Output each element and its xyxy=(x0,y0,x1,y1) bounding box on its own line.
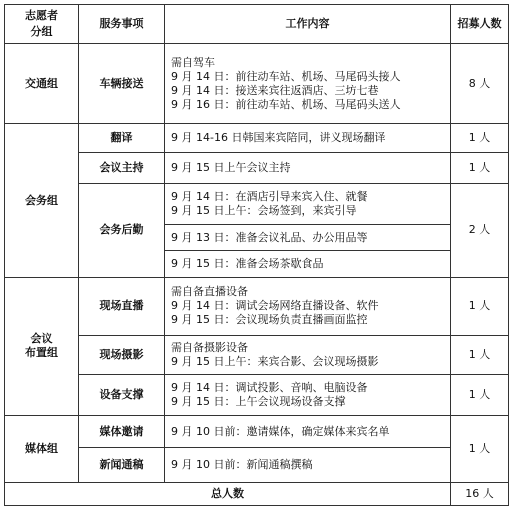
group-conference: 会务组 xyxy=(5,124,79,278)
service-host: 会议主持 xyxy=(79,152,165,183)
header-row xyxy=(5,5,509,44)
service-equipment: 设备支撑 xyxy=(79,374,165,415)
work-line: 9 月 14 日：接送来宾往返酒店、三坊七巷 xyxy=(171,83,379,97)
header-group xyxy=(5,5,79,44)
work-logistics-1 xyxy=(165,183,451,224)
work-translate: 9 月 14-16 日韩国来宾陪同，讲义现场翻译 xyxy=(165,124,451,153)
group-venue-line2: 布置组 xyxy=(25,346,58,360)
service-news: 新闻通稿 xyxy=(79,448,165,483)
header-work: 工作内容 xyxy=(165,5,451,44)
work-logistics-3: 9 月 15 日：准备会场茶歇食品 xyxy=(165,251,451,278)
work-line: 9 月 14 日：调试会场网络直播设备、软件 xyxy=(171,299,379,313)
work-photo xyxy=(165,335,451,374)
header-count: 招募人数 xyxy=(451,5,509,44)
work-equipment xyxy=(165,374,451,415)
total-label: 总人数 xyxy=(5,483,451,506)
header-service: 服务事项 xyxy=(79,5,165,44)
work-line: 9 月 15 日上午：来宾合影、会议现场摄影 xyxy=(171,354,379,368)
work-line: 需自备直播设备 xyxy=(171,285,248,299)
traffic-row xyxy=(5,44,509,124)
group-venue-line1: 会议 xyxy=(30,332,53,346)
group-media: 媒体组 xyxy=(5,415,79,483)
count-vehicle-transfer: 8 人 xyxy=(451,44,509,124)
work-line: 9 月 15 日：会议现场负责直播画面监控 xyxy=(171,313,368,327)
photo-row xyxy=(5,335,509,374)
work-line: 9 月 15 日：上午会议现场设备支撑 xyxy=(171,394,346,408)
count-logistics: 2 人 xyxy=(451,183,509,277)
translate-row xyxy=(5,124,509,153)
service-vehicle-transfer: 车辆接送 xyxy=(79,44,165,124)
equipment-row xyxy=(5,374,509,415)
live-row xyxy=(5,278,509,335)
total-row xyxy=(5,483,509,506)
total-count: 16 人 xyxy=(451,483,509,506)
service-logistics: 会务后勤 xyxy=(79,183,165,277)
work-logistics-2: 9 月 13 日：准备会议礼品、办公用品等 xyxy=(165,224,451,251)
host-row xyxy=(5,152,509,183)
media-news-row xyxy=(5,448,509,483)
work-line: 9 月 14 日：在酒店引导来宾入住、就餐 xyxy=(171,189,368,203)
work-live xyxy=(165,278,451,335)
service-photo: 现场摄影 xyxy=(79,335,165,374)
service-media-invite: 媒体邀请 xyxy=(79,415,165,448)
count-photo: 1 人 xyxy=(451,335,509,374)
count-host: 1 人 xyxy=(451,152,509,183)
work-line: 9 月 15 日上午：会场签到，来宾引导 xyxy=(171,203,357,217)
work-host: 9 月 15 日上午会议主持 xyxy=(165,152,451,183)
media-invite-row xyxy=(5,415,509,448)
work-line: 9 月 14 日：前往动车站、机场、马尾码头接人 xyxy=(171,69,401,83)
header-group-text: 志愿者分组 xyxy=(25,9,58,38)
count-live: 1 人 xyxy=(451,278,509,335)
work-media-invite: 9 月 10 日前：邀请媒体，确定媒体来宾名单 xyxy=(165,415,451,448)
service-translate: 翻译 xyxy=(79,124,165,153)
work-line: 需自驾车 xyxy=(171,55,215,69)
work-vehicle-transfer xyxy=(165,44,451,124)
volunteer-table xyxy=(4,4,509,506)
count-translate: 1 人 xyxy=(451,124,509,153)
group-venue xyxy=(5,278,79,416)
work-line: 需自备摄影设备 xyxy=(171,340,248,354)
service-live: 现场直播 xyxy=(79,278,165,335)
count-equipment: 1 人 xyxy=(451,374,509,415)
work-line: 9 月 14 日：调试投影、音响、电脑设备 xyxy=(171,380,368,394)
group-traffic: 交通组 xyxy=(5,44,79,124)
logistics-row-1 xyxy=(5,183,509,224)
count-media: 1 人 xyxy=(451,415,509,483)
work-news: 9 月 10 日前：新闻通稿撰稿 xyxy=(165,448,451,483)
work-line: 9 月 16 日：前往动车站、机场、马尾码头送人 xyxy=(171,97,401,111)
